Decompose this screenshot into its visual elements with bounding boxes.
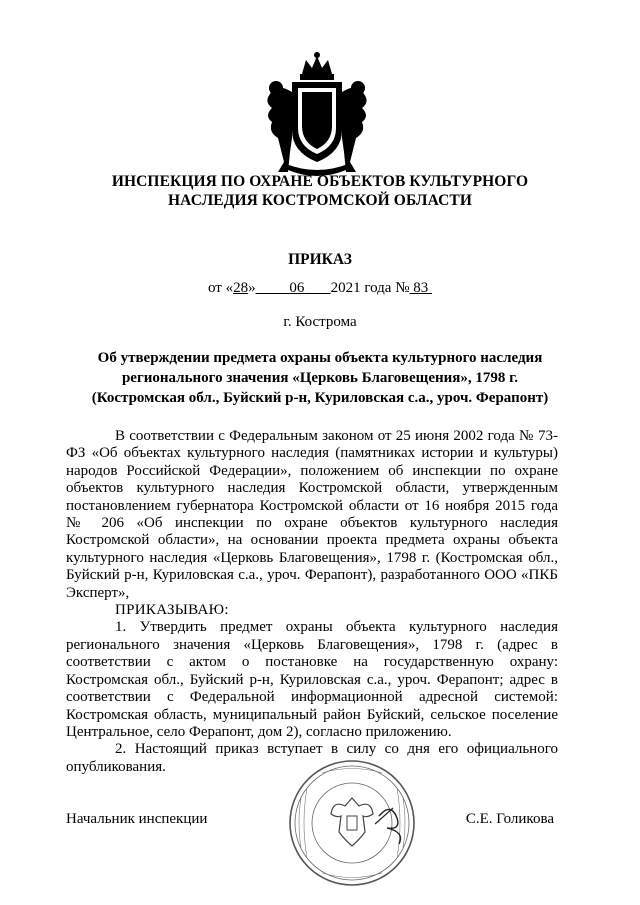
order-day: 28: [233, 280, 249, 296]
order-number: 83: [413, 280, 429, 296]
body-preamble: В соответствии с Федеральным законом от 25 июня 2002 года № 73-ФЗ «Об объектах культурного наследия (памятниках истории и культуры) народов Российской Федерации», положением об инспекции по охране объектов культурного наследия Костромской области, утвержденным постановлением губернатора Костромской области от 16 ноября 2015 года № 206 «Об инспекции по охране объектов культурного наследия Костромской области», на основании проекта предмета охраны объекта культурного наследия «Церковь Благовещения», 1798 г. (Костромская обл., Буйский р-н, Куриловская с.а., уроч. Ферапонт), разработанного ООО «ПКБ Эксперт»,: [66, 428, 558, 601]
order-date-number: [0, 280, 640, 297]
body-item-2: 2. Настоящий приказ вступает в силу со дня его официального опубликования.: [66, 741, 558, 775]
org-line-1: ИНСПЕКЦИЯ ПО ОХРАНЕ ОБЪЕКТОВ КУЛЬТУРНОГО: [111, 173, 529, 190]
order-mid: »: [248, 280, 256, 296]
order-number-field: [410, 280, 433, 296]
subject-line-1: Об утверждении предмета охраны объекта культурного наследия: [97, 350, 543, 366]
order-year-text: 2021 года №: [330, 280, 410, 296]
org-line-2: НАСЛЕДИЯ КОСТРОМСКОЙ ОБЛАСТИ: [168, 192, 472, 209]
order-title: ПРИКАЗ: [288, 251, 352, 268]
order-city: г. Кострома: [283, 314, 357, 330]
order-subject: [60, 348, 580, 408]
order-month-field: [256, 280, 331, 296]
organization-name: [0, 172, 640, 210]
coat-of-arms-emblem: [258, 52, 376, 184]
body-item-1: 1. Утвердить предмет охраны объекта культурного наследия регионального значения «Церковь Благовещения», 1798 г. (адрес в соответствии с актом о постановке на государственную охрану: Костромская обл., Буйский р-н, Куриловская с.а., уроч. Ферапонт; адрес в соответствии с Федеральной информационной адресной системой: Костромская область, муниципальный район Буйский, сельское поселение Центральное, село Ферапонт, дом 2), согласно приложению.: [66, 619, 558, 740]
signature-name: С.Е. Голикова: [465, 811, 554, 827]
order-prefix: от «: [207, 280, 234, 296]
subject-line-2: регионального значения «Церковь Благовещения», 1798 г.: [121, 370, 519, 386]
order-body: [66, 428, 558, 776]
signature-position: Начальник инспекции: [66, 811, 208, 827]
subject-line-3: (Костромская обл., Буйский р-н, Куриловская с.а., уроч. Ферапонт): [91, 390, 549, 406]
official-stamp: [287, 758, 417, 888]
body-keyword: ПРИКАЗЫВАЮ:: [115, 602, 229, 619]
order-month: 06: [289, 280, 305, 296]
